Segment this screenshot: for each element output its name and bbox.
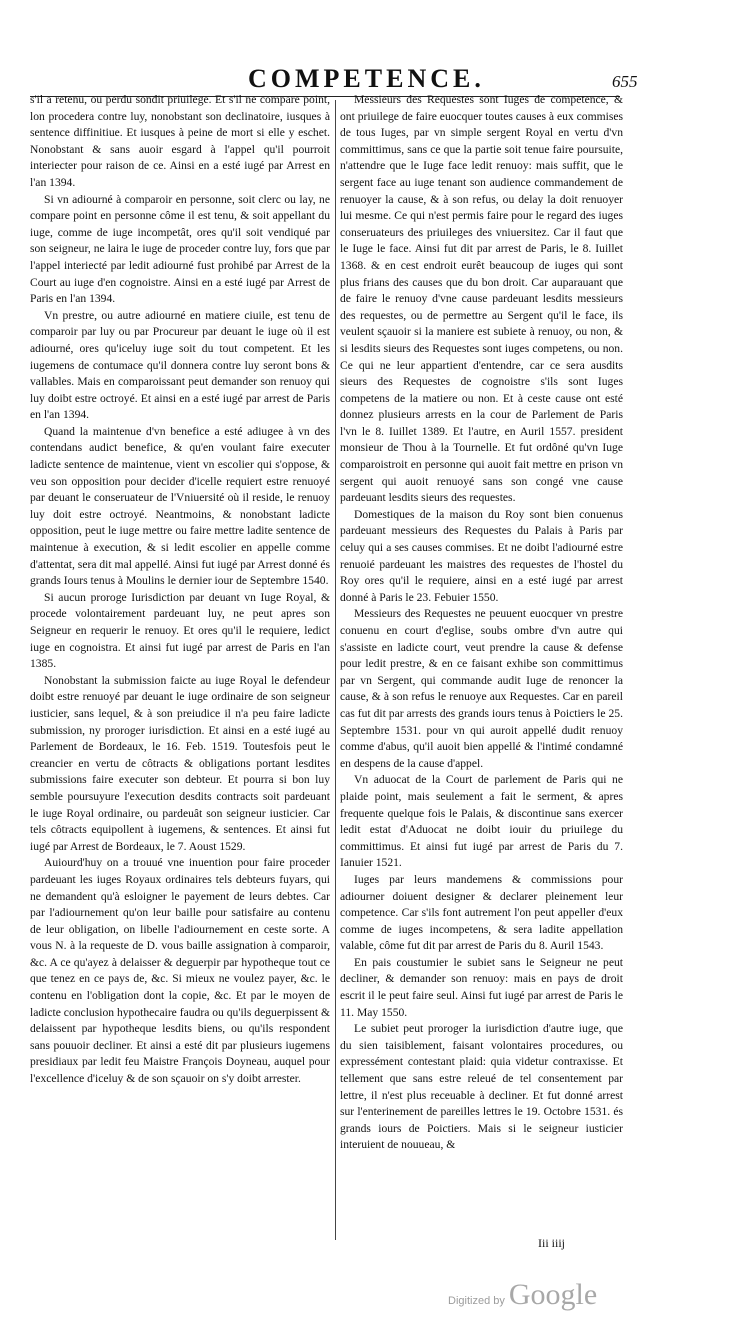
right-column: [340, 92, 623, 1154]
signature-mark: Iii iiij: [538, 1236, 565, 1250]
paragraph: Iuges par leurs mandemens & commissions pour adiourner doiuent designer & declarer pleinement leur competence. Car s'ils font autrement l'on peut appeller d'eux comme de iuges incompetens, & sera ladite appellation valable, côme fut dit par arrest de Paris du 8. Auril 1543.: [340, 872, 623, 953]
paragraph: En pais coustumier le subiet sans le Seigneur ne peut decliner, & demander son renuoy: mais en pays de droit escrit il le peut faire seul. Ainsi fut iugé par arrest de Paris le 11. May 1550.: [340, 955, 623, 1019]
google-watermark: [448, 1278, 597, 1312]
page-number: 655: [612, 72, 638, 91]
paragraph: Messieurs des Requestes sont Iuges de competence, & ont priuilege de faire euocquer toutes causes à eux commises de tous Iuges, par vn simple sergent Royal en vertu d'vn committimus, sans ce que la partie soit tenue faire poursuite, n'attendre que le Iuge face ledit renuoy: mais suffit, que le sergent face au iuge tenant son audience commandement de renuoyer la cause, & à son refus, ou delay la doit renuoyer lui mesme. Ce qui n'est permis faire pour le regard des iuges conseruateurs des priuileges des vniuersitez. Car il faut que le Iuge le face. Ainsi fut dit par arrest de Paris, le 8. Iuillet 1368. & en cest endroit eurêt beaucoup de iuges qui sont plus frians des causes que du bon droit. Car auparauant que de faire le renuoy d'vne cause pardeuant lesdits messieurs des requestes, ou de permettre au Sergent qu'il le face, ils veulent sçauoir si la maniere est subiete à renuoy, ou non, & si lesdits sieurs des Requestes sont iuges competens, ou non. Ce qui ne leur appartient d'entendre, car ce sera ausdits sieurs des Requestes de cognoistre s'ils sont Iuges competens de la matiere ou non. Et à ceste cause ont esté donnez plusieurs arrests en la cour de Parlement de Paris l'vn le 8. Iuillet 1389. Et l'autre, en Auril 1557. president monsieur de Thou à la Tournelle. Et fut ordôné qu'vn Iuge comparoistroit en personne qui auoit fait mettre en prison vn sergent qui auoit renuoyé sans son congé vne cause pardeuant lesdits sieurs des requestes.: [340, 93, 623, 505]
paragraph: Le subiet peut proroger la iurisdiction d'autre iuge, que du sien taisiblement, faisant volontaires procedures, ou expressément contestant plaid: quia videtur contraxisse. Et tellement que sans estre releué de tel consentement par lettre, il n'est plus receuable à decliner. Et fut donné arrest sur l'enterinement de pareilles lettres le 19. Octobre 1531. és grands iours de Poictiers. Mais si le seigneur iusticier interuient de nouueau, &: [340, 1022, 623, 1152]
paragraph: Messieurs des Requestes ne peuuent euocquer vn prestre conuenu en court d'eglise, soubs ombre d'vn autre qui s'assiste en ladicte court, veut prendre la cause & defense pour ledit prestre, & en ce faisant exhibe son committimus par vn Sergent, qui commande audit Iuge de renoncer la cause, & à son refus le renuoye aux Requestes. Car en pareil cas fut dit par arrests des grands iours tenus à Poictiers le 25. Septembre 1531. pour vn qui auroit appellé dudit renuoy comme d'abus, qu'il auoit bien appellé & l'intimé condamné en despens de la cause d'appel.: [340, 607, 623, 770]
left-column: [30, 92, 330, 1088]
paragraph: Vn prestre, ou autre adiourné en matiere ciuile, est tenu de comparoir par luy ou par Procureur par deuant le iuge où il est adiourné, ores qu'iceluy iuge soit du tout competent. Et les iugemens de contumace qu'il donnera contre luy seront bons & vallables. Mais en comparoissant peut demander son renuoy qui luy doibt estre octroyé. Et ainsi en a esté iugé par arrest de Paris en l'an 1394.: [30, 308, 330, 422]
paragraph: Quand la maintenue d'vn benefice a esté adiugee à vn des contendans audict benefice, & qu'en voulant faire executer ladicte sentence de maintenue, vient vn escolier qui s'oppose, & veu son opposition pour decider d'icelle requiert estre renuoyé par deuant le conseruateur de l'Vniuersité où il reside, le renuoy luy doit estre octroyé. Neantmoins, & nonobstant ladicte opposition, peut le iuge mettre ou faire mettre ladite sentence de maintenue à execution, & si ledit escolier en appelle comme d'attentat, sera dit mal appellé. Ainsi fut iugé par Arrest donné és grands Iours tenus à Moulins le dernier iour de Septembre 1540.: [30, 424, 330, 588]
watermark-prefix: Digitized by: [448, 1295, 505, 1307]
paragraph: Auiourd'huy on a trouué vne inuention pour faire proceder pardeuant les iuges Royaux ordinaires tels debteurs fuyars, qui ne demandent qu'à esloigner le payement de leurs debtes. Car par l'adiournement qu'on leur baille pour satisfaire au contenu de leur obligation, on libelle l'adiournement en ceste sorte. A vous N. à la requeste de D. vous baille assignation à comparoir, &c. A ce qu'ayez à delaisser & deguerpir par hypotheque tout ce que tenez en ce pays de, &c. Si mieux ne voulez payer, &c. le contenu en l'obligation dont la copie, &c. Et par le moyen de ladicte conclusion hypothecaire faudra ou qu'ils deguerpissent & delaissent par hypotheque lesdits biens, ou qu'ils respondent sans pouuoir decliner. Et ainsi a esté dit par plusieurs iugemens presidiaux par ledit feu Maistre François Doyneau, auquel pour l'excellence d'iceluy & de son sçauoir on s'y doibt arrester.: [30, 856, 330, 1086]
column-divider: [335, 100, 336, 1240]
google-logo: Google: [508, 1278, 598, 1311]
paragraph: Si aucun proroge Iurisdiction par deuant vn Iuge Royal, & procede volontairement pardeuant luy, ne peut apres son Seigneur en requerir le renuoy. Et ores qu'il le requiere, ledict iuge en cognoistra. Et ainsi fut iugé par arrest de Paris en l'an 1385.: [30, 590, 330, 671]
paragraph: Si vn adiourné à comparoir en personne, soit clerc ou lay, ne compare point en personne côme il est tenu, & soit appellant du iuge, comme de iuge incompetât, ores qu'il soit vendiqué par son seigneur, ne laira le iuge de proceder contre luy, fors que par l'appel interiecté par ledit adiourné fust prohibé par Arrest de la Court au iuge d'en cognoistre. Ainsi en a esté iugé par Arrest de Paris en l'an 1394.: [30, 192, 330, 306]
paragraph: Nonobstant la submission faicte au iuge Royal le defendeur doibt estre renuoyé par deuant le iuge ordinaire de son seigneur iusticier, sans lequel, & à son preiudice il n'a peu faire ladicte submission, ny proroger iurisdiction. Et ainsi en a esté iugé au Parlement de Bordeaux, le 16. Feb. 1519. Toutesfois peut le creancier en vertu de côtracts & obligations portant lesdites submissions faire executer son debteur. Et pourra si bon luy semble poursuyure l'execution desdits contracts soit pardeuant le iuge Royal ordinaire, ou pardeuât son seigneur iusticier. Car tels côtracts equipollent à iugemens, & sentences. Et ainsi fut iugé par Arrest de Bordeaux, le 7. Aoust 1529.: [30, 673, 330, 853]
paragraph: s'il a retenu, ou perdu sondit priuilege. Et s'il ne compare point, lon procedera contre luy, nonobstant son declinatoire, iusques à sentence diffinitiue. Et iusques à peine de mort si elle y eschet. Nonobstant & sans auoir esgard à l'appel qu'il pourroit interiecter pour raison de ce. Ainsi en a esté iugé par Arrest en l'an 1394.: [30, 93, 330, 189]
paragraph: Domestiques de la maison du Roy sont bien conuenus pardeuant messieurs des Requestes du Palais à Paris par celuy qui a ses causes commises. Et ne doibt l'adiourné estre renuoié pardeuant les maistres des requestes de l'hostel du Roy ores qu'il le requiere, ainsi en a esté iugé par arrest donné à Paris le 23. Febuier 1550.: [340, 507, 623, 604]
paragraph: Vn aduocat de la Court de parlement de Paris qui ne plaide point, mais seulement a fait le serment, & apres frequente quelque fois le Palais, & discontinue sans exercer ledit estat d'Aduocat ne doibt iouir du priuilege du committimus. Et ainsi fut iugé par arrest de Paris du 7. Ianuier 1521.: [340, 773, 623, 870]
running-title: COMPETENCE.: [248, 64, 485, 93]
